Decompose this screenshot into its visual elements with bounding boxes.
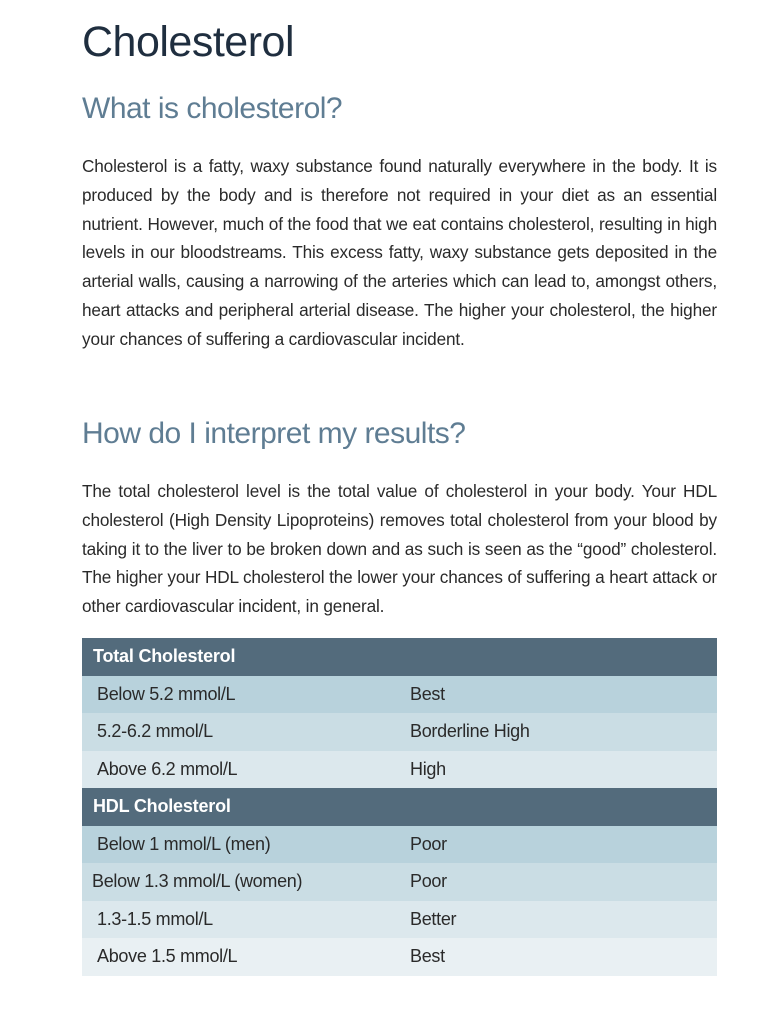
range-cell: Below 5.2 mmol/L <box>82 676 410 714</box>
page-title: Cholesterol <box>82 18 294 66</box>
range-cell: Below 1 mmol/L (men) <box>82 826 410 864</box>
range-cell: 1.3-1.5 mmol/L <box>82 901 410 939</box>
rating-cell: Poor <box>410 863 717 901</box>
table-group-header-total <box>82 638 717 676</box>
range-cell: Below 1.3 mmol/L (women) <box>82 863 410 901</box>
table-group-title: HDL Cholesterol <box>82 788 717 826</box>
table-group-title: Total Cholesterol <box>82 638 717 676</box>
table-row <box>82 826 717 864</box>
table-row <box>82 676 717 714</box>
rating-cell: High <box>410 751 717 789</box>
table-row <box>82 901 717 939</box>
table-row <box>82 751 717 789</box>
table-group-header-hdl <box>82 788 717 826</box>
section-body-interpret-results: The total cholesterol level is the total value of cholesterol in your body. Your HDL cholesterol (High Density Lipoproteins) removes total cholesterol from your blood by taking it to the liver to be broken down and as such is seen as the “good” cholesterol. The higher your HDL cholesterol the lower your chances of suffering a heart attack or other cardiovascular incident, in general. <box>82 481 717 617</box>
cholesterol-reference-table <box>82 638 717 976</box>
section-heading-interpret-results: How do I interpret my results? <box>82 417 466 450</box>
section-body-what-is-cholesterol: Cholesterol is a fatty, waxy substance found naturally everywhere in the body. It is produced by the body and is therefore not required in your diet as an essential nutrient. However, much of the food that we eat contains cholesterol, resulting in high levels in our bloodstreams. This excess fatty, waxy substance gets deposited in the arterial walls, causing a narrowing of the arteries which can lead to, amongst others, heart attacks and peripheral arterial disease. The higher your cholesterol, the higher your chances of suffering a cardiovascular incident. <box>82 156 717 349</box>
rating-cell: Better <box>410 901 717 939</box>
rating-cell: Borderline High <box>410 713 717 751</box>
table-row <box>82 938 717 976</box>
table-row <box>82 713 717 751</box>
section-heading-what-is-cholesterol: What is cholesterol? <box>82 92 343 125</box>
rating-cell: Best <box>410 938 717 976</box>
range-cell: Above 1.5 mmol/L <box>82 938 410 976</box>
table-row <box>82 863 717 901</box>
rating-cell: Poor <box>410 826 717 864</box>
rating-cell: Best <box>410 676 717 714</box>
range-cell: Above 6.2 mmol/L <box>82 751 410 789</box>
range-cell: 5.2-6.2 mmol/L <box>82 713 410 751</box>
